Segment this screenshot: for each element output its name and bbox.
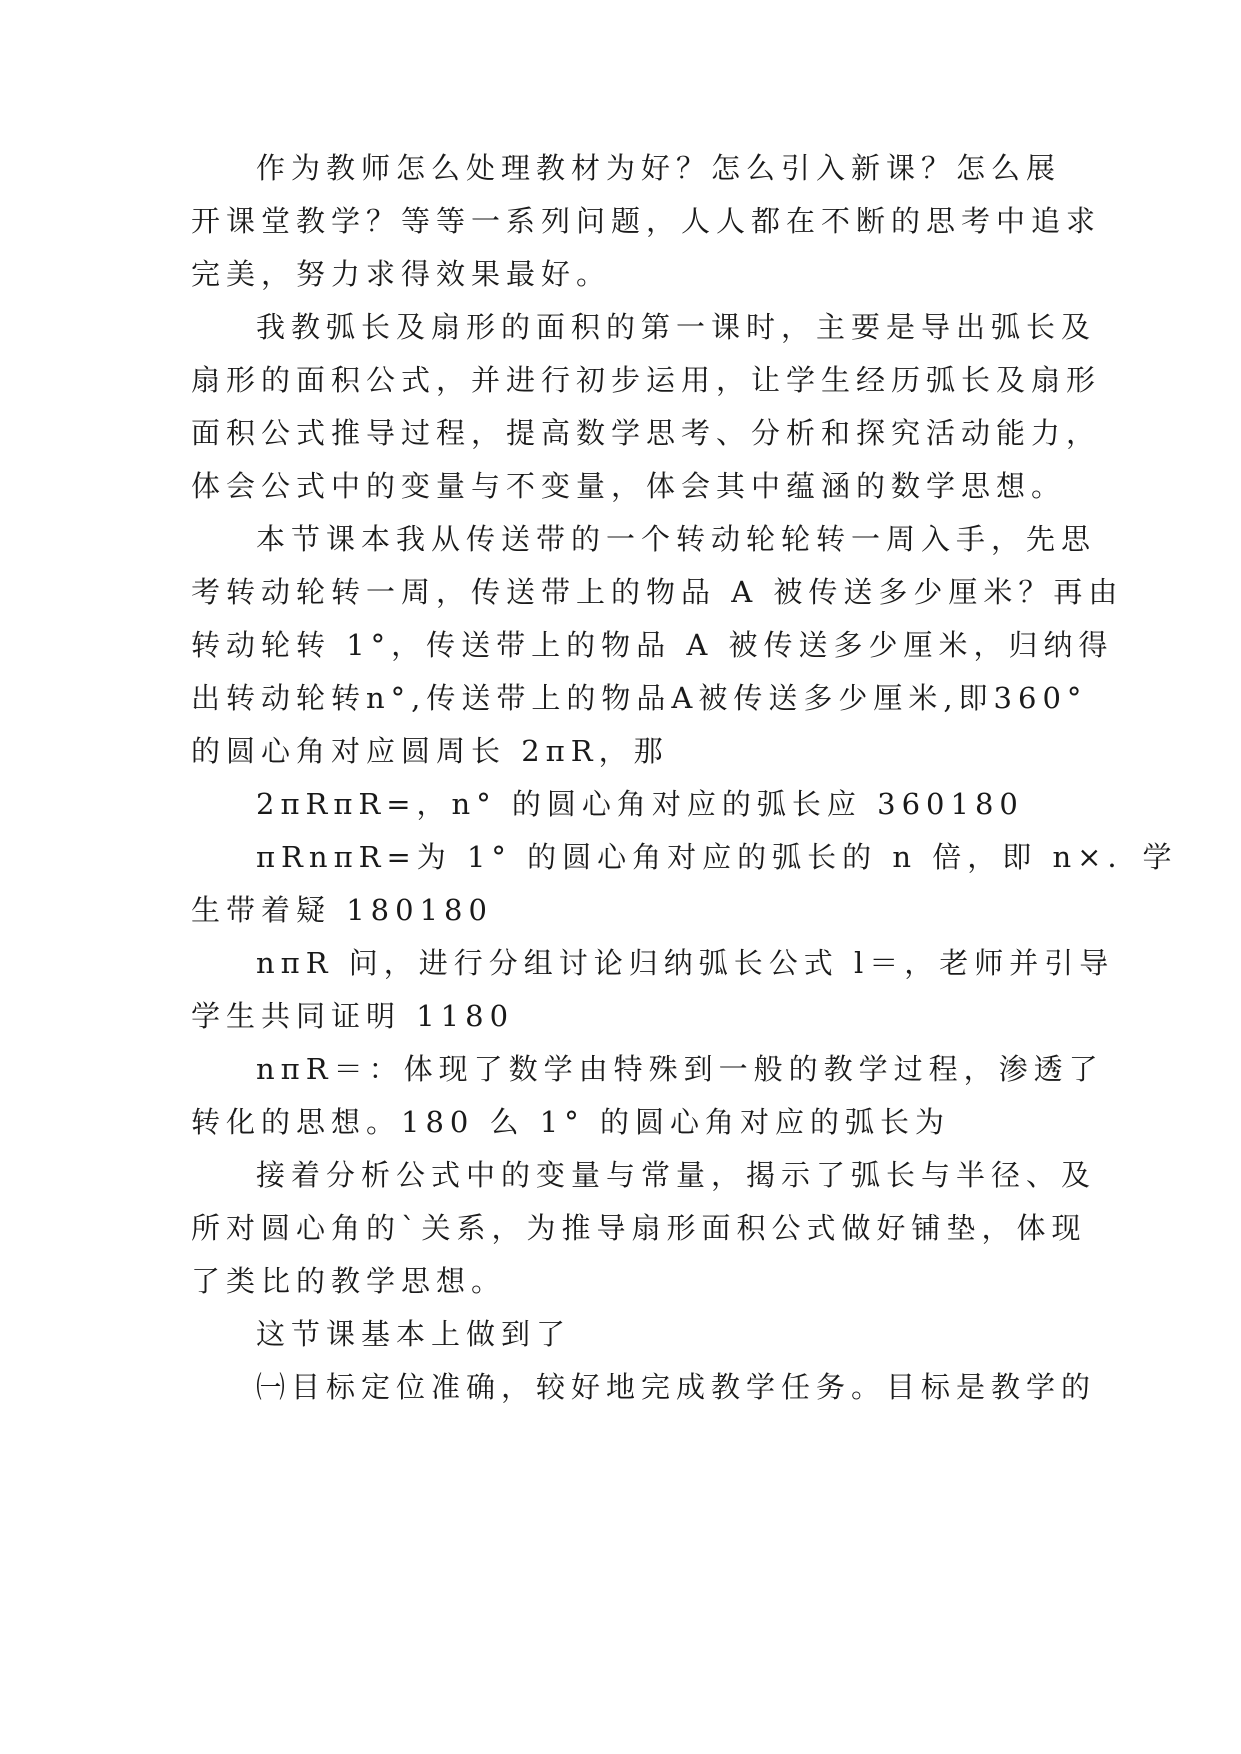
paragraph-6-line-1: ㈠目标定位准确，较好地完成教学任务。目标是教学的 xyxy=(256,1370,1097,1404)
paragraph-4-line-1: 接着分析公式中的变量与常量，揭示了弧长与半径、及 xyxy=(256,1158,1097,1192)
paragraph-2-line-1: 我教弧长及扇形的面积的第一课时，主要是导出弧长及 xyxy=(256,310,1097,344)
paragraph-4-line-2: 所对圆心角的`关系，为推导扇形面积公式做好铺垫，体现 xyxy=(191,1211,1087,1245)
formula-line-6: nπR＝：体现了数学由特殊到一般的教学过程，渗透了 xyxy=(256,1052,1104,1086)
formula-line-7: 转化的思想。180 么 1° 的圆心角对应的弧长为 xyxy=(191,1105,950,1139)
paragraph-1-line-1: 作为教师怎么处理教材为好？怎么引入新课？怎么展 xyxy=(256,151,1062,185)
paragraph-1-line-3: 完美，努力求得效果最好。 xyxy=(191,257,612,291)
paragraph-3-line-1: 本节课本我从传送带的一个转动轮轮转一周入手，先思 xyxy=(256,522,1097,556)
formula-line-4: nπR 问，进行分组讨论归纳弧长公式 l＝，老师并引导 xyxy=(256,946,1115,980)
paragraph-3-line-4: 出转动轮转n°,传送带上的物品A被传送多少厘米,即360° xyxy=(191,681,1088,715)
formula-line-2: πRnπR=为 1° 的圆心角对应的弧长的 n 倍，即 n×．学 xyxy=(256,840,1178,874)
paragraph-3-line-5: 的圆心角对应圆周长 2πR，那 xyxy=(191,734,669,768)
formula-line-3: 生带着疑 180180 xyxy=(191,893,493,927)
paragraph-2-line-4: 体会公式中的变量与不变量，体会其中蕴涵的数学思想。 xyxy=(191,469,1067,503)
paragraph-3-line-3: 转动轮转 1°，传送带上的物品 A 被传送多少厘米，归纳得 xyxy=(191,628,1114,662)
paragraph-3-line-2: 考转动轮转一周，传送带上的物品 A 被传送多少厘米？再由 xyxy=(191,575,1124,609)
paragraph-4-line-3: 了类比的教学思想。 xyxy=(191,1264,507,1298)
formula-line-1: 2πRπR=，n° 的圆心角对应的弧长应 360180 xyxy=(256,787,1024,821)
paragraph-2-line-2: 扇形的面积公式，并进行初步运用，让学生经历弧长及扇形 xyxy=(191,363,1102,397)
paragraph-5-line-1: 这节课基本上做到了 xyxy=(256,1317,572,1351)
formula-line-5: 学生共同证明 1180 xyxy=(191,999,515,1033)
paragraph-1-line-2: 开课堂教学？等等一系列问题，人人都在不断的思考中追求 xyxy=(191,204,1102,238)
paragraph-2-line-3: 面积公式推导过程，提高数学思考、分析和探究活动能力， xyxy=(191,416,1102,450)
